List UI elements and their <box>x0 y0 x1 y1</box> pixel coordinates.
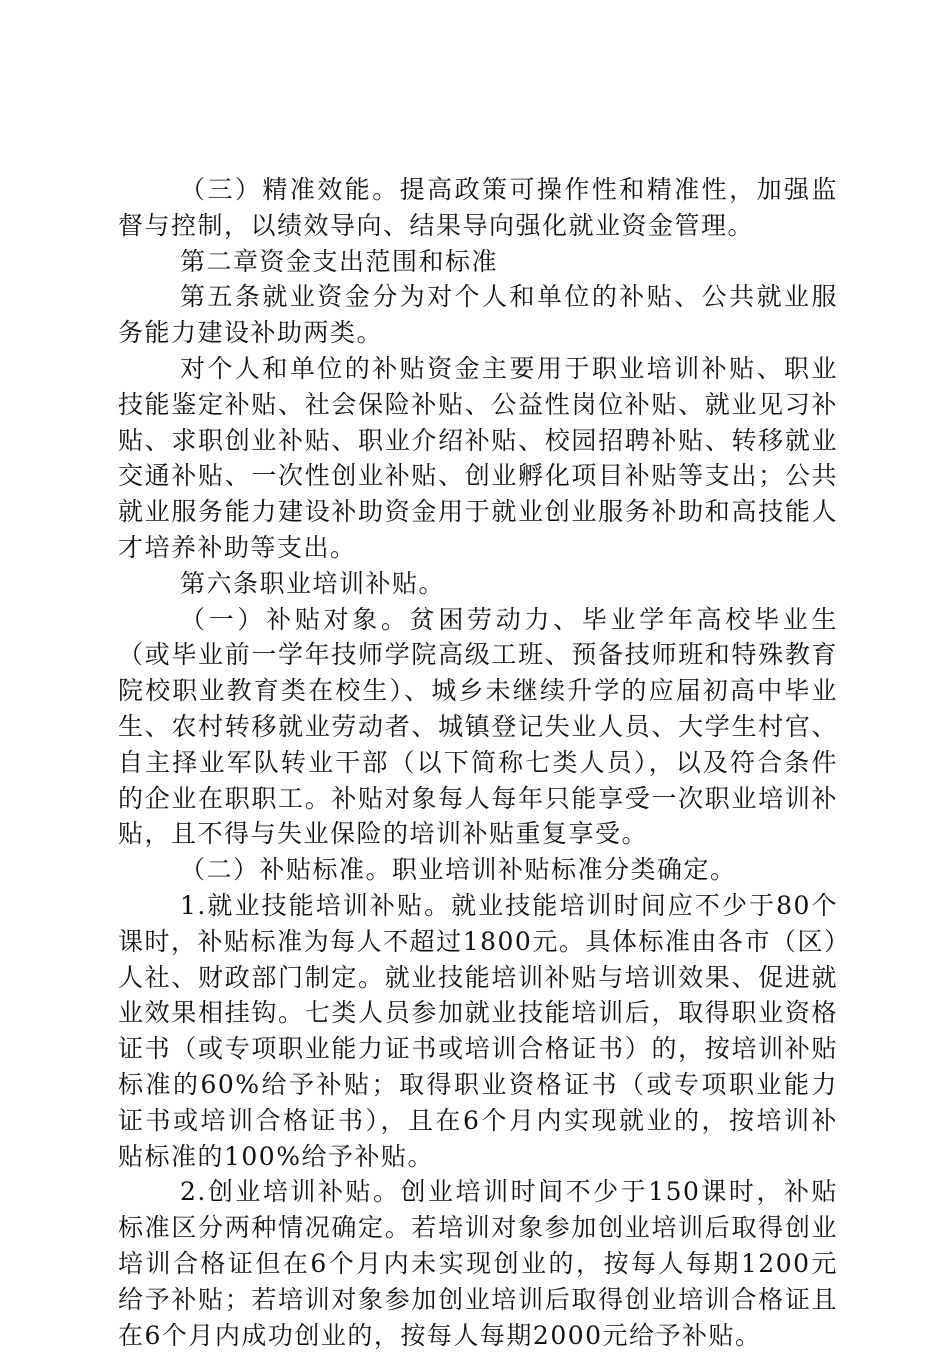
paragraph-entrepreneurship-training: 2.创业培训补贴。创业培训时间不少于150课时，补贴标准区分两种情况确定。若培训对象参加创业培训后取得创业培训合格证但在6个月内未实现创业的，按每人每期1200元给予补贴；若培训对象参加创业培训后取得创业培训合格证且在6个月内成功创业的，按每人每期2000元给予补贴。 <box>118 1177 838 1350</box>
paragraph-article-5: 第五条就业资金分为对个人和单位的补贴、公共就业服务能力建设补助两类。 <box>118 282 838 348</box>
paragraph-precise-efficiency: （三）精准效能。提高政策可操作性和精准性，加强监督与控制，以绩效导向、结果导向强化就业资金管理。 <box>118 175 838 240</box>
paragraph-subsidy-targets: （一）补贴对象。贫困劳动力、毕业学年高校毕业生（或毕业前一学年技师学院高级工班、预备技师班和特殊教育院校职业教育类在校生）、城乡未继续升学的应届初高中毕业生、农村转移就业劳动者、城镇登记失业人员、大学生村官、自主择业军队转业干部（以下简称七类人员），以及符合条件的企业在职职工。补贴对象每人每年只能享受一次职业培训补贴，且不得与失业保险的培训补贴重复享受。 <box>118 604 838 849</box>
document-body <box>118 172 838 1353</box>
paragraph-article-6: 第六条职业培训补贴。 <box>180 568 446 598</box>
chapter-heading: 第二章资金支出范围和标准 <box>180 246 499 276</box>
paragraph-employment-skills-training: 1.就业技能培训补贴。就业技能培训时间应不少于80个课时，补贴标准为每人不超过1800元。具体标准由各市（区）人社、财政部门制定。就业技能培训补贴与培训效果、促进就业效果相挂钩。七类人员参加就业技能培训后，取得职业资格证书（或专项职业能力证书或培训合格证书）的，按培训补贴标准的60%给予补贴；取得职业资格证书（或专项职业能力证书或培训合格证书），且在6个月内实现就业的，按培训补贴标准的100%给予补贴。 <box>118 890 838 1171</box>
paragraph-subsidy-usage: 对个人和单位的补贴资金主要用于职业培训补贴、职业技能鉴定补贴、社会保险补贴、公益性岗位补贴、就业见习补贴、求职创业补贴、职业介绍补贴、校园招聘补贴、转移就业交通补贴、一次性创业补贴、创业孵化项目补贴等支出；公共就业服务能力建设补助资金用于就业创业服务补助和高技能人才培养补助等支出。 <box>118 353 838 562</box>
paragraph-subsidy-standards: （二）补贴标准。职业培训补贴标准分类确定。 <box>180 855 737 885</box>
